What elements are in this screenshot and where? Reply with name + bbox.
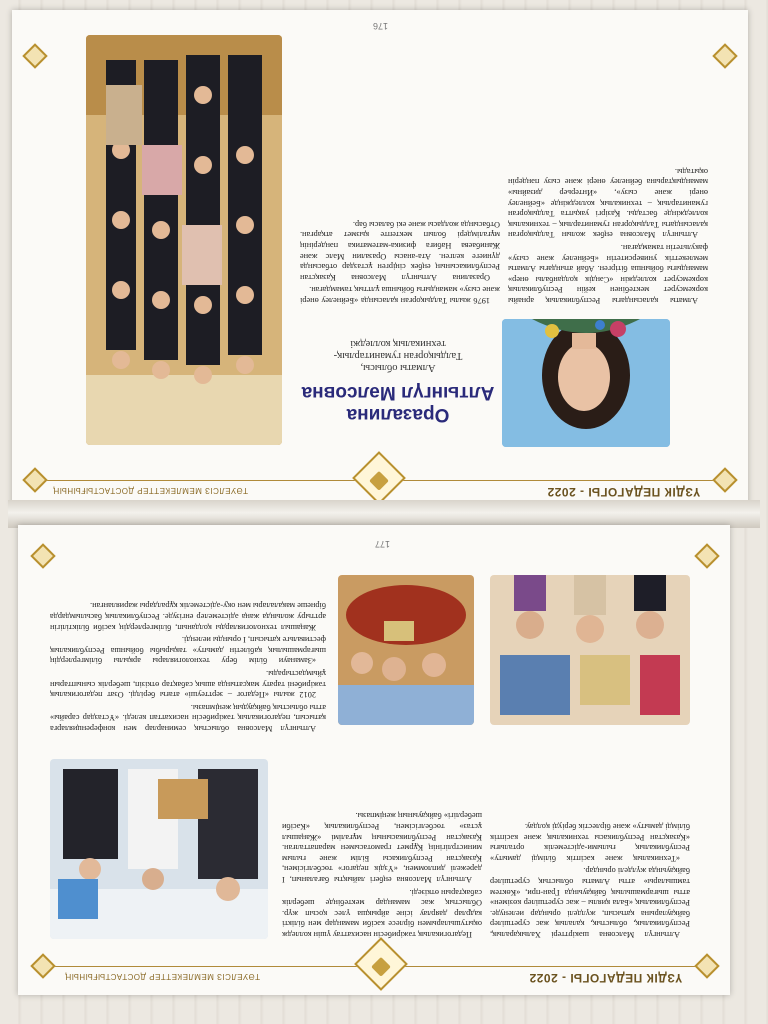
body-text-column xyxy=(300,35,500,305)
corner-ornament-icon xyxy=(694,543,719,568)
body-text-column xyxy=(50,573,326,733)
affiliation-line: техникалық колледжі xyxy=(350,338,446,349)
running-header-right: ҮЗДІК ПЕДАГОГЫ - 2022 xyxy=(529,971,682,985)
person-name xyxy=(298,381,498,425)
body-text-column xyxy=(508,35,708,305)
running-header-left: ТӘУЕЛСІЗ МЕМЛЕКЕТТЕР ДОСТАСТЫҒЫНЫҢ xyxy=(52,486,248,495)
affiliation-line: Алматы облысы, xyxy=(360,362,436,373)
corner-ornament-icon xyxy=(30,543,55,568)
person-surname: Оразалина xyxy=(346,404,450,425)
page-176 xyxy=(12,10,748,505)
corner-ornament-icon xyxy=(694,953,719,978)
classroom-photo xyxy=(50,759,268,939)
paragraph: 1976 жылы Талдықорған қаласында «Бейнелеу өнері және сызу» мамандығы бойынша ұлттық тамамдаған. xyxy=(300,285,500,305)
person-affiliation xyxy=(298,337,498,373)
body-text-column xyxy=(490,739,690,939)
paragraph: «Техникалық және кәсіптік білімді дамыту» Республикалық ғылыми-әдістемелік орталығы «Қазақстан Республикасы техникалық және кәсіптік білімді дамыту» және бірлестік беріуді қолдау. xyxy=(490,822,690,863)
body-text-column xyxy=(282,739,482,939)
paragraph: 2012 жылы «Педагог – зерттеуші» атағы берілді. Озат педагогикалық тәжірибені тарату мақсатында ашық сабақтар өткізіп, шеберлік сыныптарын ұйымдастырады. xyxy=(50,669,326,700)
paragraph: Алтынгүл Мәлсовна облыстық семинарлар мен конференцияларға қатысып, педагогикалық тәжірибесін насихаттап келеді. «Ұстаздар сарайы» атты облыстық байқаудың жеңімпазы. xyxy=(50,702,326,733)
running-header-left: ТӘУЕЛСІЗ МЕМЛЕКЕТТЕР ДОСТАСТЫҒЫНЫҢ xyxy=(64,972,260,981)
exhibition-photo xyxy=(490,575,690,725)
group-photo xyxy=(86,35,282,445)
paragraph: «Заманауи білім беру технологиялары арқылы білімгерлердің шығармашылық қабілетін дамыту» тақырыбы бойынша Республикалық фестивальге қатысып, І орынды иеленді. xyxy=(50,635,326,666)
corner-ornament-icon xyxy=(22,43,47,68)
person-given-name: Алтынгүл Мәлсовна xyxy=(301,382,495,403)
emblem-icon xyxy=(352,451,406,505)
page-number: 177 xyxy=(374,539,390,549)
corner-ornament-icon xyxy=(712,43,737,68)
corner-ornament-icon xyxy=(712,467,737,492)
page-177 xyxy=(18,525,730,995)
paragraph: Алтынгүл Мәлсовна шәкірттері Халықаралық, Республикалық, облыстық, қалалық жас суретшілер байқауларына қатысып, жүлделі орындар иеленуде. Республикалық «Бала қиялы – жас суретшілер көзімен» атты шығармашылық байқауында Гран-при, «Көктем тамшылары» атты Алматы облыстық суретшілер байқауында жүлделі орындар. xyxy=(490,866,690,939)
affiliation-line: Талдықорған гуманитарлық- xyxy=(333,350,463,361)
page-177-content xyxy=(18,525,730,995)
paragraph: Алтынгүл Мәлсовна еңбегі лайықты бағаланып, І дәрежелі дипломмен, «Үздік педагог» төсбелгісімен, Қазақстан Республикасы Білім және ғылым министрлігінің Құрмет грамотасымен марапатталған. Қазақстан Республикасының мұғалімі «Жаңашыл ұстаз» төсбелгісімен, Республикалық «Кәсіби шеберлігі» байқауының жеңімпазы. xyxy=(282,811,482,885)
page-176-content xyxy=(12,10,748,505)
corner-ornament-icon xyxy=(30,953,55,978)
event-photo xyxy=(338,575,474,725)
paragraph: Алматы қаласындағы Республикалық арнайы көркемсурет мектебінен кейін Республикалық көркемсурет колледжін «Сәндік қолданбалы өнер» мамандығы бойынша бітірген. Абай атындағы Алматы мемлекеттік университетін «Бейнелеу және сызу» факультетін тамамдаған. xyxy=(508,243,708,305)
paragraph: Оразалина Алтынгүл Мәлсовна Қазақстан Республикасының еңбек сіңірген ұстаздар отбасында дүниеге келген. Ата-анасы Оразалин Мәлс және Жанибаева Набиға физика-математика пәндерінің мұғалімдері болып мектепте қызмет атқарған. Отбасында жолдасы және екі баласы бар. xyxy=(300,219,500,282)
paragraph: Жаңашыл технологияларды қолданып, білімгерлердің кәсіби біліктілігін арттыру жолында жаңа әдістемелер енгізуде. Республикалық басылымдарда бірнеше мақалалары мен оқу-әдістемелік құралдары жарияланған. xyxy=(50,601,326,632)
portrait-photo xyxy=(502,319,670,447)
paragraph: Алтынгүл Мәлсовна еңбек жолын Талдықорған қаласындағы Талдықорған гуманитарлық – техникалық колледжінде бастады. Қазіргі уақытта Талдықорған гуманитарлық – техникалық колледжінде «Бейнелеу өнері және сызу», «Интерьер дизайны» мамандықтарына бейнелеу өнері және сызу пәндерін оқытады. xyxy=(508,166,708,240)
book-spine xyxy=(8,500,760,528)
page-number: 176 xyxy=(372,21,388,31)
running-header-right: ҮЗДІК ПЕДАГОГЫ - 2022 xyxy=(547,485,700,499)
emblem-icon xyxy=(354,937,408,991)
paragraph: Педагогикалық тәжірибесін насихаттау үшін колледж оқытушыларымен бірлесе кәсіби мамандар мен білікті кадрлар даярлау ісіне айрықша үлес қосып жүр. Облыстық жас мамандар мектебінде шеберлік сабақтарын өткізеді. xyxy=(282,887,482,939)
corner-ornament-icon xyxy=(22,467,47,492)
